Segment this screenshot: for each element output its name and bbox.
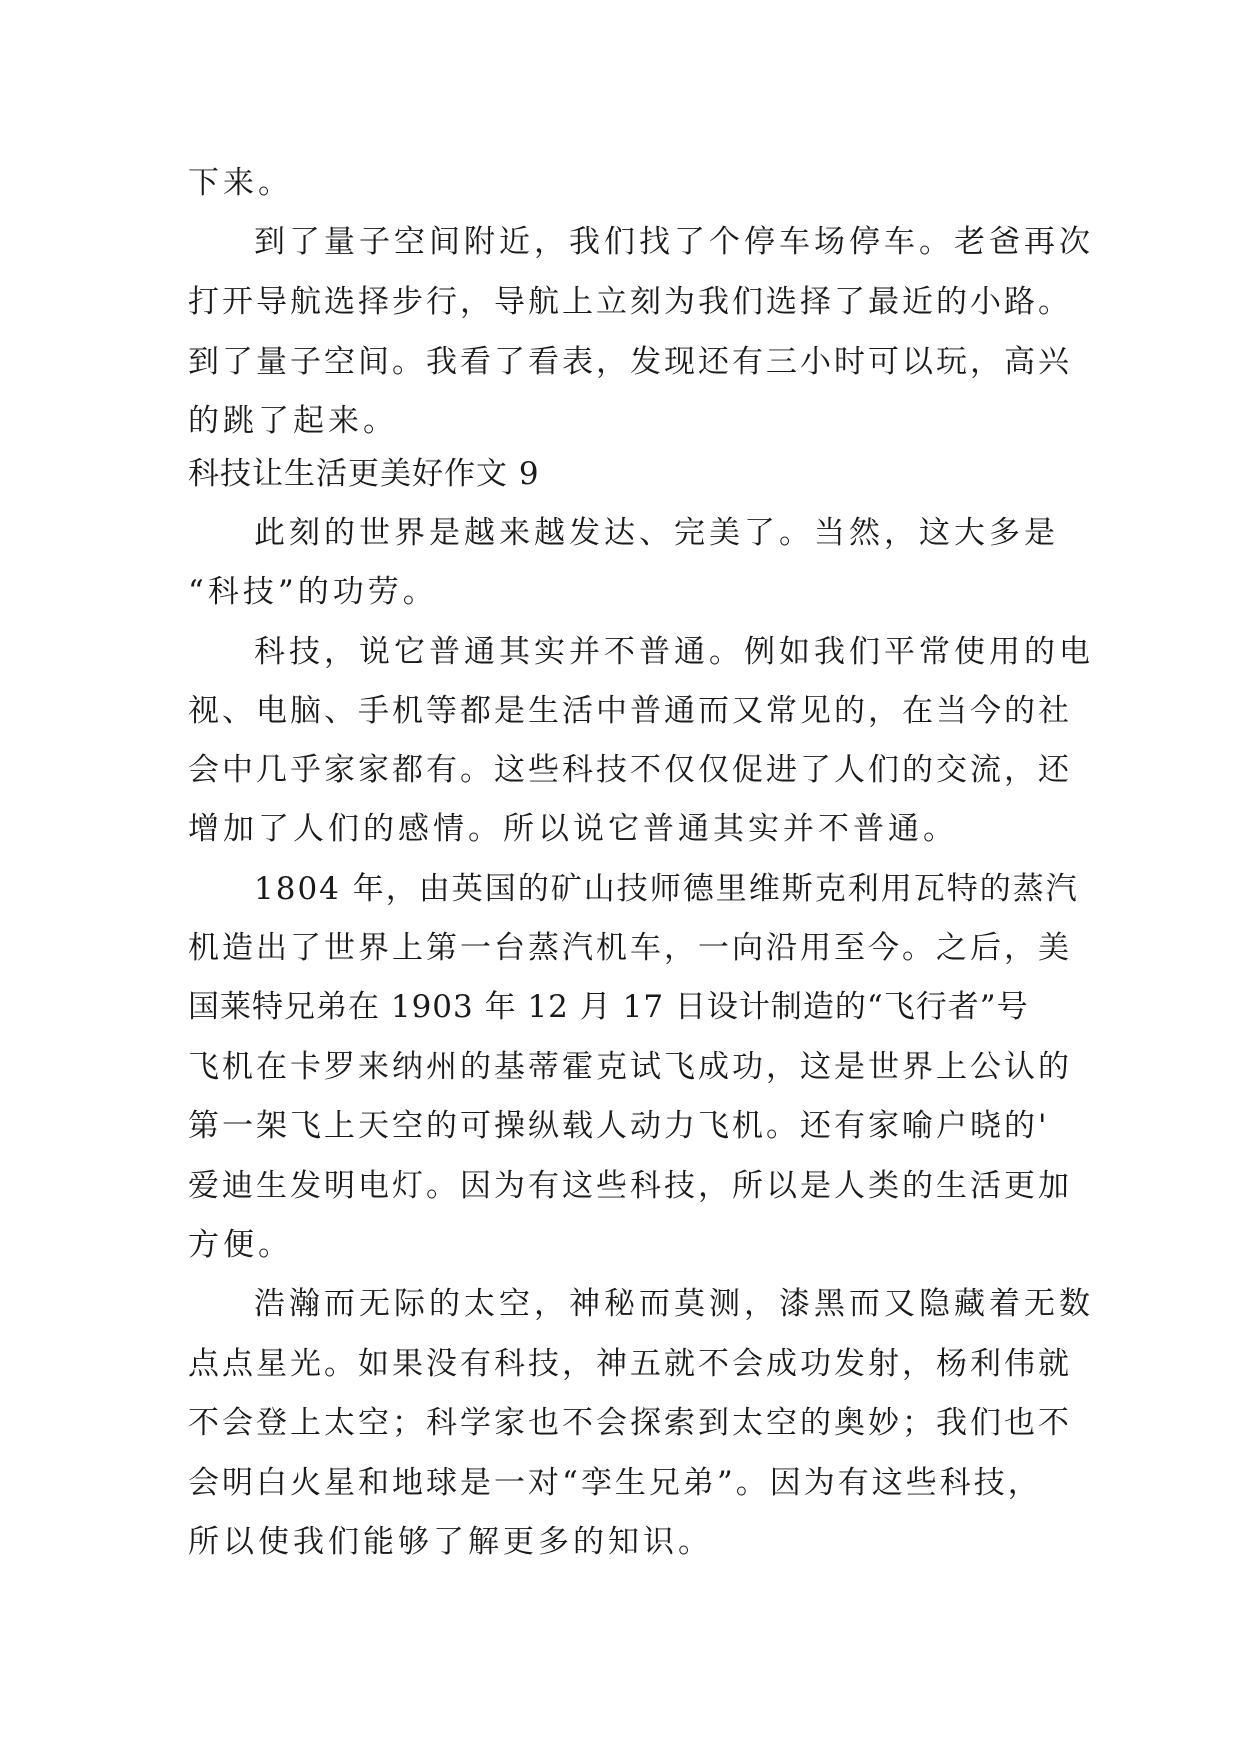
text-line: 到了量子空间。我看了看表，发现还有三小时可以玩，高兴 [188,344,1072,380]
text-line: 打开导航选择步行，导航上立刻为我们选择了最近的小路。 [188,284,1072,320]
text-line: 方便。 [188,1227,293,1263]
text-line: 会中几乎家家都有。这些科技不仅仅促进了人们的交流，还 [188,752,1072,788]
text-line: 浩瀚而无际的太空，神秘而莫测，漆黑而又隐藏着无数 [254,1286,1094,1322]
text-line: 机造出了世界上第一台蒸汽机车，一向沿用至今。之后，美 [188,930,1072,966]
text-line: 会明白火星和地球是一对“孪生兄弟”。因为有这些科技， [188,1465,1042,1501]
text-line: 的跳了起来。 [188,403,398,439]
text-line: 飞机在卡罗来纳州的基蒂霍克试飞成功，这是世界上公认的 [188,1049,1072,1085]
text-line: 第一架飞上天空的可操纵载人动力飞机。还有家喻户晓的' [188,1108,1050,1144]
text-line: 此刻的世界是越来越发达、完美了。当然，这大多是 [254,515,1059,551]
text-line: 增加了人们的感情。所以说它普通其实并不普通。 [188,811,958,847]
text-line: 点点星光。如果没有科技，神五就不会成功发射，杨利伟就 [188,1346,1072,1382]
text-line: 不会登上太空；科学家也不会探索到太空的奥妙；我们也不 [188,1405,1072,1441]
text-line: 到了量子空间附近，我们找了个停车场停车。老爸再次 [254,224,1094,260]
text-line: 爱迪生发明电灯。因为有这些科技，所以是人类的生活更加 [188,1168,1072,1204]
text-line: 国莱特兄弟在 1903 年 12 月 17 日设计制造的“飞行者”号 [188,989,1029,1025]
text-line: 所以使我们能够了解更多的知识。 [188,1524,713,1560]
text-line: 1804 年，由英国的矿山技师德里维斯克利用瓦特的蒸汽 [254,871,1079,907]
text-line: “科技”的功劳。 [188,574,438,610]
text-line: 下来。 [188,165,293,201]
text-line: 科技，说它普通其实并不普通。例如我们平常使用的电 [254,634,1094,670]
text-line: 视、电脑、手机等都是生活中普通而又常见的，在当今的社 [188,693,1072,729]
section-title: 科技让生活更美好作文 9 [188,456,540,492]
